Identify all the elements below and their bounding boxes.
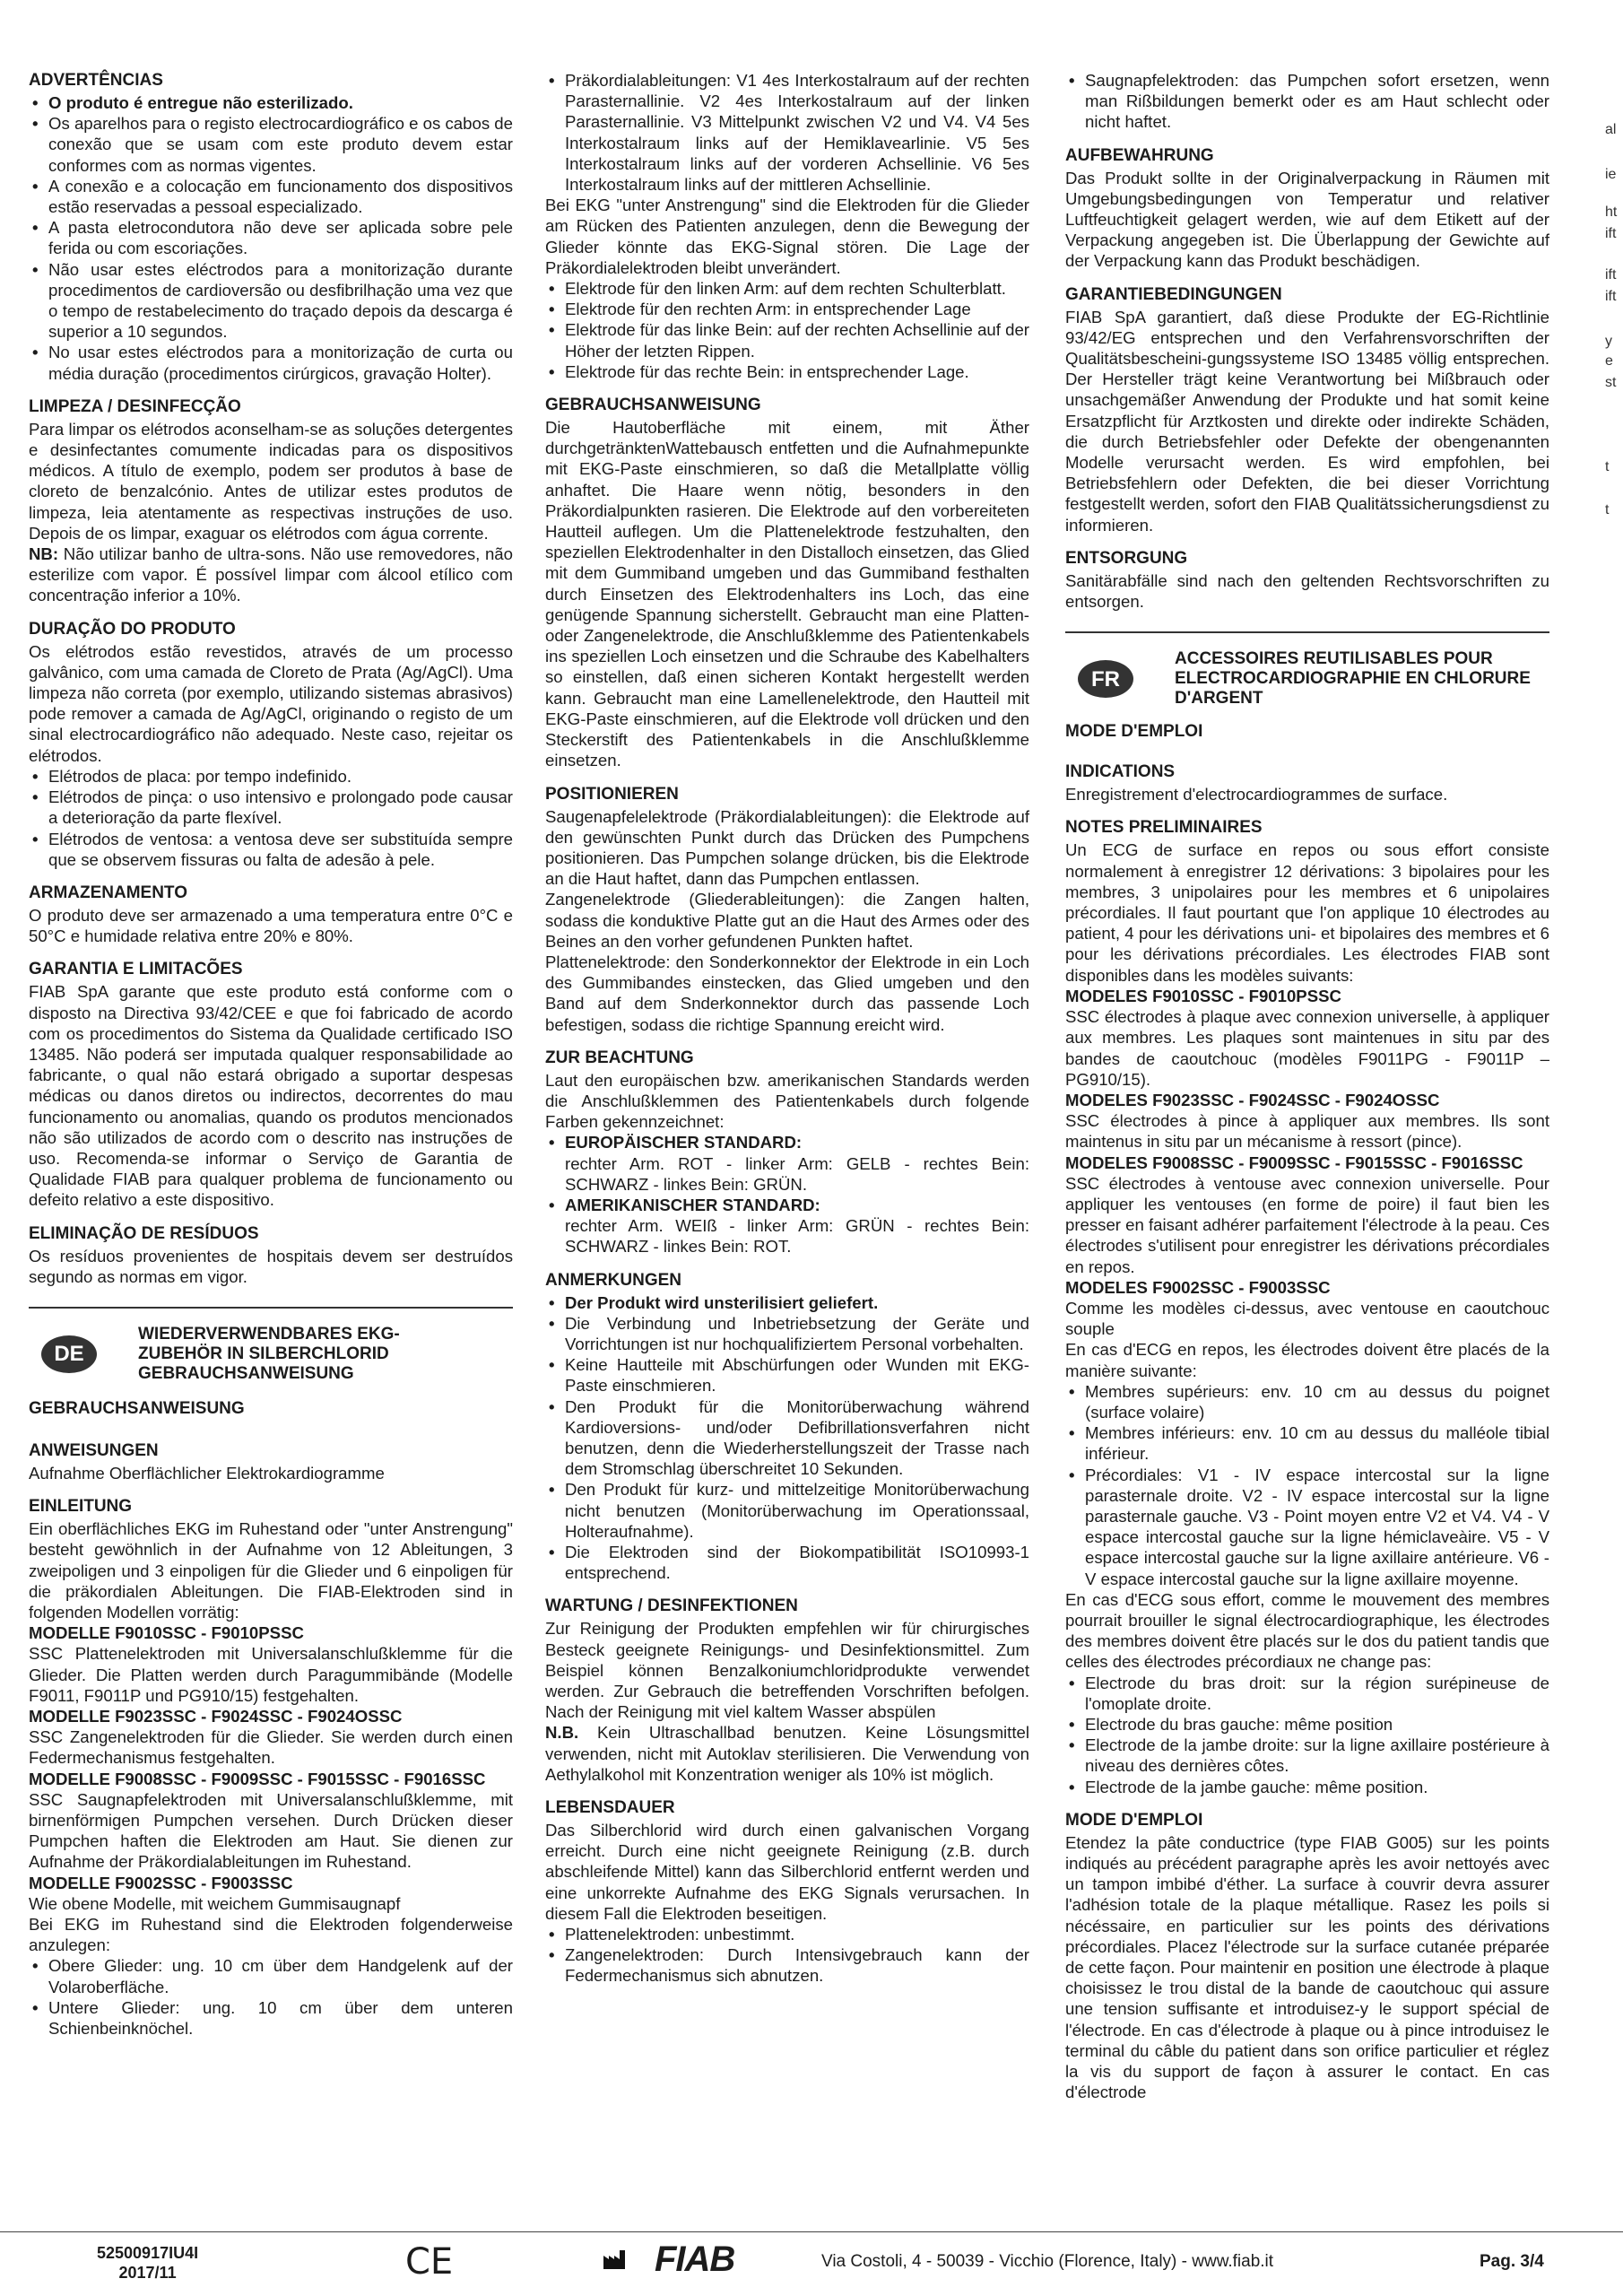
list-item: • AMERIKANISCHER STANDARD:: [565, 1195, 1029, 1215]
heading-positionieren: POSITIONIEREN: [545, 784, 679, 804]
edge-glyph: ift: [1605, 267, 1617, 283]
list-item: • Untere Glieder: ung. 10 cm über dem unteren Schienbeinknöchel.: [48, 1997, 513, 2039]
heading-gebrauchsanweisung-2: GEBRAUCHSANWEISUNG: [545, 396, 761, 415]
paragraph: Enregistrement d'electrocardiogrammes de surface.: [1065, 785, 1448, 804]
heading-wartung: WARTUNG / DESINFEKTIONEN: [545, 1596, 798, 1616]
advertencias-list: [29, 92, 513, 384]
heading-aufbewahrung: AUFBEWAHRUNG: [1065, 145, 1214, 165]
paragraph: O produto deve ser armazenado a uma temperatura entre 0°C e 50°C e humidade relativa entre 20% e 80%.: [29, 905, 513, 946]
heading-gebrauchsanweisung: GEBRAUCHSANWEISUNG: [29, 1398, 245, 1418]
list-item: • O produto é entregue não esterilizado.: [48, 92, 513, 113]
paragraph: Os resíduos provenientes de hospitais devem ser destruídos segundo as normas em vigor.: [29, 1246, 513, 1286]
heading-advertencias: ADVERTÊNCIAS: [29, 71, 163, 90]
list-item: • Saugnapfelektroden: das Pumpchen sofort ersetzen, wenn man Rißbildungen bemerkt oder es am Haut schlecht oder nicht haftet.: [1085, 70, 1549, 133]
nb-label: NB:: [29, 544, 59, 564]
standards-list-2: [545, 1195, 1029, 1215]
list-item: • Elektrode für den linken Arm: auf dem rechten Schulterblatt.: [565, 278, 1029, 299]
paragraph: Das Silberchlorid wird durch einen galvanischen Vorgang erreicht. Durch eine nicht geeignete Reinigung (z.B. durch abschleifende Mittel) kann das Silberchlorid entfernt werden und eine unkorrekte Aufnahme des EKG Signals verursachen. In diesem Fall die Elektroden beseitigen.: [545, 1821, 1029, 1923]
edge-glyph: ie: [1605, 167, 1617, 182]
heading-mode-emploi-2: MODE D'EMPLOI: [1065, 1810, 1203, 1830]
model-heading: MODELES F9010SSC - F9010PSSC: [1065, 986, 1341, 1005]
language-badge-de: DE: [41, 1335, 97, 1373]
paragraph: SSC électrodes à ventouse avec connexion universelle. Pour appliquer les ventouses (en forme de poire) il faut bien les presser en faisant adhérer parfaitement l'électrode à la peau. Ces électrodes s'utilisent pour enregistrer les dérivations précordiales en repos.: [1065, 1173, 1549, 1276]
anstrengung-list: [545, 278, 1029, 382]
paragraph: FIAB SpA garante que este produto está conforme com o disposto na Directiva 93/42/CEE e que foi fabricado de acordo com os procedimentos do Sistema da Qualidade certificado ISO 13485. Não poderá ser imputada qualquer responsabilidade ao fabricante, o qual não estará obrigado a suportar despesas médicas ou danos diretos ou indirectos, decorrentes do mau funcionamento ou anomalias, quando os produtos mencionados não são utilizados de acordo com o descrito nas instruções de uso. Recomenda-se informar o Serviço de Garantia de Qualidade FIAB para qualquer problema de funcionamento ou defeito relativo a este dispositivo.: [29, 982, 513, 1210]
column-2: [545, 70, 1029, 1987]
language-badge-fr: FR: [1078, 660, 1133, 698]
paragraph: rechter Arm. ROT - linker Arm: GELB - rechtes Bein: SCHWARZ - linkes Bein: GRÜN.: [565, 1153, 1029, 1194]
nb-text: Kein Ultraschallbad benutzen. Keine Lösungsmittel verwenden, nicht mit Autoklav sterilisieren. Die Verwendung von Aethylalkohol mit Konzentration weniger als 10% ist möglich.: [545, 1723, 1029, 1784]
model-heading: MODELES F9002SSC - F9003SSC: [1065, 1277, 1331, 1297]
paragraph: SSC Saugnapfelektroden mit Universalanschlußklemme, mit birnenförmigen Pumpchen versehen. Durch Drücken dieser Pumpchen haften die Elektroden am Haut. Sie dienen zur Aufnahme der Präkordialableitungen im Ruhestand.: [29, 1789, 513, 1872]
heading-zur-beachtung: ZUR BEACHTUNG: [545, 1048, 694, 1067]
paragraph: Bei EKG "unter Anstrengung" sind die Elektroden für die Glieder am Rücken des Patienten anzulegen, denn die Bewegung der Glieder könnte das EKG-Signal stören. Die Lage der Präkordialelektroden bleibt unverändert.: [545, 196, 1029, 277]
list-item: • Membres supérieurs: env. 10 cm au dessus du poignet (surface volaire): [1085, 1381, 1549, 1422]
manufacturer-address: Via Costoli, 4 - 50039 - Vicchio (Florence, Italy) - www.fiab.it: [821, 2252, 1274, 2271]
list-item: • Den Produkt für kurz- und mittelzeitige Monitorüberwachung nicht benutzen (Monitorüberwachung im Operationssaal, Holteraufnahme).: [565, 1479, 1029, 1542]
effort-list: [1065, 1673, 1549, 1797]
list-item: • Os aparelhos para o registo electrocardiográfico e os cabos de conexão que se usam com este produto devem estar conformes com as normas vigentes.: [48, 113, 513, 176]
ruhe-list: [29, 1955, 513, 2039]
heading-lebensdauer: LEBENSDAUER: [545, 1798, 675, 1818]
paragraph: Wie obene Modelle, mit weichem Gummisaugnapf: [29, 1893, 401, 1913]
paragraph: Zangenelektrode (Gliederableitungen): die Zangen halten, sodass die konduktive Platte gut an die Haut des Armes oder des Beines an den vorher gefundenen Punkten haftet.: [545, 890, 1029, 951]
list-item: • Electrode de la jambe droite: sur la ligne axillaire postérieure à niveau des dernières côtes.: [1085, 1735, 1549, 1776]
page-number: Pag. 3/4: [1480, 2252, 1544, 2271]
paragraph: Plattenelektrode: den Sonderkonnektor der Elektrode in ein Loch des Gummibandes einstecken, das Glied umgeben und den Band auf dem Snderkonnektor durch das passende Loch befestigen, sodass die richtige Spannung ereicht wird.: [545, 952, 1029, 1034]
column-3: [1065, 70, 1549, 2102]
edge-glyph: e: [1605, 353, 1613, 369]
banner-title-de: WIEDERVERWENDBARES EKG-ZUBEHÖR IN SILBERCHLORID GEBRAUCHSANWEISUNG: [138, 1324, 400, 1383]
list-item: • A conexão e a colocação em funcionamento dos dispositivos estão reservadas a pessoal especializado.: [48, 176, 513, 217]
fiab-logo: FIAB: [655, 2239, 735, 2279]
list-item: • Electrode de la jambe gauche: même position.: [1085, 1777, 1549, 1797]
document-code: 52500917IU4I: [97, 2244, 199, 2262]
model-heading: MODELLE F9010SSC - F9010PSSC: [29, 1623, 304, 1643]
list-item: • A pasta eletrocondutora não deve ser aplicada sobre pele ferida ou com escoriações.: [48, 217, 513, 258]
paragraph: SSC électrodes à pince à appliquer aux membres. Ils sont maintenus in situ par un mécanisme à ressort (pince).: [1065, 1111, 1549, 1152]
list-item: • Electrode du bras gauche: même position: [1085, 1714, 1549, 1735]
paragraph: SSC Zangenelektroden für die Glieder. Sie werden durch einen Federmechanismus festgehalten.: [29, 1727, 513, 1768]
heading-anmerkungen: ANMERKUNGEN: [545, 1270, 681, 1290]
paragraph: Ein oberflächliches EKG im Ruhestand oder "unter Anstrengung" besteht gewöhnlich in der Aufnahme von 12 Ableitungen, 3 zweipoligen und 3 einpoligen für die Glieder und 6 einpoligen für die präkordialen Ableitungen. Die FIAB-Elektroden sind in folgenden Modellen vorrätig:: [29, 1519, 513, 1622]
list-item: • Elétrodos de placa: por tempo indefinido.: [48, 766, 513, 787]
heading-garantiebedingungen: GARANTIEBEDINGUNGEN: [1065, 284, 1282, 304]
list-item: • Elektrode für den rechten Arm: in entsprechender Lage: [565, 299, 1029, 319]
heading-mode-emploi: MODE D'EMPLOI: [1065, 722, 1203, 742]
heading-limpeza: LIMPEZA / DESINFECÇÃO: [29, 396, 241, 416]
standards-list: [545, 1132, 1029, 1152]
edge-glyph: t: [1605, 459, 1610, 474]
repos-list: [1065, 1381, 1549, 1589]
edge-glyph: ift: [1605, 289, 1617, 304]
heading-armazenamento: ARMAZENAMENTO: [29, 883, 187, 902]
ce-mark: CE: [405, 2241, 454, 2283]
duracao-list: [29, 766, 513, 870]
model-heading: MODELLE F9023SSC - F9024SSC - F9024OSSC: [29, 1706, 403, 1726]
list-item: • Membres inférieurs: env. 10 cm au dessus du malléole tibial inférieur.: [1085, 1422, 1549, 1464]
revision-date: 2017/11: [118, 2264, 177, 2282]
list-item: • Não usar estes eléctrodos para a monitorização durante procedimentos de cardioversão ou desfibrilhação uma vez que o tempo de restabelecimento do traçado depois da descarga é superior a 10 segundos.: [48, 259, 513, 343]
heading-notes-preliminaires: NOTES PRELIMINAIRES: [1065, 818, 1263, 838]
heading-entsorgung: ENTSORGUNG: [1065, 548, 1188, 568]
list-item: • Präkordialableitungen: V1 4es Interkostalraum auf der rechten Parasternallinie. V2 4es Interkostalraum auf der linken Parasternallinie. V3 Mittelpunkt zwischen V2 und V4. V4 5es Interkostalraum links auf der Hemiklavearlinie. V5 5es Interkostalraum links auf der vorderen Achsellinie. V6 5es Interkostalraum links auf der mittleren Achsellinie.: [565, 70, 1029, 195]
nb-label: N.B.: [545, 1723, 579, 1743]
paragraph: Sanitärabfälle sind nach den geltenden Rechtsvorschriften zu entsorgen.: [1065, 570, 1549, 612]
heading-indications: INDICATIONS: [1065, 762, 1176, 782]
list-item: • Die Verbindung und Inbetriebsetzung der Geräte und Vorrichtungen ist nur hochqualifiziertem Personal vorbehalten.: [565, 1313, 1029, 1354]
paragraph: Zur Reinigung der Produkten empfehlen wir für chirurgisches Besteck geeignete Reinigungs- und Desinfektionsmittel. Zum Beispiel können Benzalkoniumchloridprodukte verwendet werden. Zur Gebrauch die betreffenden Vorschriften befolgen. Nach der Reinigung mit viel kaltem Wasser abspülen: [545, 1619, 1029, 1722]
paragraph-nb: [29, 544, 513, 606]
paragraph: Para limpar os elétrodos aconselham-se as soluções detergentes e desinfectantes comumente indicadas para os dispositivos médicos. A título de exemplo, podem ser produtos à base de cloreto de benzalcónio. Antes de utilizar estes produtos de limpeza, leia atentamente as respectivas instruções de uso. Depois de os limpar, exaguar os elétrodos com água corrente.: [29, 419, 513, 543]
list-item: • Elétrodos de ventosa: a ventosa deve ser substituída sempre que se observem fissuras ou falta de adesão à pele.: [48, 829, 513, 870]
list-item: • Die Elektroden sind der Biokompatibilität ISO10993-1 entsprechend.: [565, 1542, 1029, 1583]
nb-text: Não utilizar banho de ultra-sons. Não use removedores, não esterilize com vapor. É possível limpar com álcool etílico com concentração inferior a 10%.: [29, 544, 513, 605]
factory-icon: [603, 2248, 626, 2270]
paragraph: Comme les modèles ci-dessus, avec ventouse en caoutchouc souple: [1065, 1298, 1549, 1339]
paragraph: rechter Arm. WEIß - linker Arm: GRÜN - rechtes Bein: SCHWARZ - linkes Bein: ROT.: [565, 1216, 1029, 1257]
model-heading: MODELLE F9002SSC - F9003SSC: [29, 1873, 293, 1892]
paragraph: Un ECG de surface en repos ou sous effort consiste normalement à enregistrer 12 dérivations: 3 bipolaires pour les membres, 3 unipolaires pour les membres et 6 unipolaires précordiales. Il faut pourtant que l'on applique 10 électrodes au patient, 4 pour les dérivations uni- et bipolaires des membres et 6 pour les dérivations précordiales. Les électrodes FIAB sont disponibles dans les modèles suivants:: [1065, 840, 1549, 985]
paragraph-nb: [545, 1722, 1029, 1785]
model-heading: MODELES F9008SSC - F9009SSC - F9015SSC - F9016SSC: [1065, 1152, 1523, 1172]
saugnapf-list: [1065, 70, 1549, 133]
paragraph: En cas d'ECG en repos, les électrodes doivent être placés de la manière suivante:: [1065, 1340, 1549, 1380]
heading-eliminacao: ELIMINAÇÃO DE RESÍDUOS: [29, 1223, 259, 1243]
paragraph: Das Produkt sollte in der Originalverpackung in Räumen mit Umgebungsbedingungen von Temperatur und relativer Luftfeuchtigkeit gelagert werden, wie auf dem Etikett auf der Verpackung angegeben ist. Die Überlappung der Gewichte auf der Verpackung kann das Produkt beschädigen.: [1065, 168, 1549, 271]
list-item: • Zangenelektroden: Durch Intensivgebrauch kann der Federmechanismus sich abnutzen.: [565, 1944, 1029, 1986]
list-item: • Der Produkt wird unsterilisiert geliefert.: [565, 1292, 1029, 1313]
paragraph: Bei EKG im Ruhestand sind die Elektroden folgenderweise anzulegen:: [29, 1915, 513, 1955]
paragraph: Etendez la pâte conductrice (type FIAB G005) sur les points indiqués au précédent paragraphe après les avoir nettoyés avec un tampon imbibé d'éther. La surface à couvrir devra assurer l'adhésion totale de la plaque métallique. Rasez les poils si nécéssaire, en particulier sur les points des dérivations précordiales. Placez l'électrode sur la surface cutanée préparée de cette façon. Pour maintenir en position une électrode à plaque choisissez le trou distal de la bande de caoutchouc qui assure une tension suffisante et introduisez-y le support spécial de l'électrode. En cas d'électrode à plaque ou à pince introduisez le terminal du câble du patient dans son orifice particulier et réglez la vis du support de façon à assurer le contact. En cas d'électrode: [1065, 1832, 1549, 2102]
heading-garantia: GARANTIA E LIMITACÕES: [29, 960, 243, 979]
model-heading: MODELLE F9008SSC - F9009SSC - F9015SSC - F9016SSC: [29, 1769, 486, 1788]
page-footer: [0, 2231, 1623, 2286]
heading-einleitung: EINLEITUNG: [29, 1497, 133, 1517]
section-banner-fr: [1065, 631, 1549, 709]
list-item: • No usar estes eléctrodos para a monitorização de curta ou média duração (procedimentos cirúrgicos, gravação Holter).: [48, 342, 513, 383]
paragraph: SSC électrodes à plaque avec connexion universelle, à appliquer aux membres. Les plaques sont maintenues in situ par des bandes de caoutchouc (modèles F9011PG - F9011P – PG910/15).: [1065, 1007, 1549, 1089]
praekordial-list: [545, 70, 1029, 195]
list-item: • Elektrode für das rechte Bein: in entsprechender Lage.: [565, 361, 1029, 382]
heading-duracao: DURAÇÃO DO PRODUTO: [29, 619, 236, 639]
edge-glyph: ht: [1605, 204, 1618, 220]
paragraph: Saugenapfelelektrode (Präkordialableitungen): die Elektrode auf den gewünschten Punkt durch das Drücken des Pumpchens positionieren. Das Pumpchen solange drücken, bis die Elektrode an die Haut haftet, dann das Pumpchen entlassen.: [545, 806, 1029, 889]
list-item: • Electrode du bras droit: sur la région surépineuse de l'omoplate droite.: [1085, 1673, 1549, 1714]
section-banner-de: [29, 1307, 513, 1384]
edge-glyph: t: [1605, 502, 1610, 517]
paragraph: Aufnahme Oberflächlicher Elektrokardiogramme: [29, 1463, 385, 1483]
paragraph: SSC Plattenelektroden mit Universalanschlußklemme für die Glieder. Die Platten werden durch Paragummibände (Modelle F9011, F9011P und PG910/15) festgehalten.: [29, 1644, 513, 1705]
list-item: • Elétrodos de pinça: o uso intensivo e prolongado pode causar a deterioração da parte flexível.: [48, 787, 513, 828]
heading-anweisungen: ANWEISUNGEN: [29, 1440, 159, 1460]
column-1: [29, 70, 513, 2039]
paragraph: Laut den europäischen bzw. amerikanischen Standards werden die Anschlußklemmen des Patientenkabels durch folgende Farben gekennzeichnet:: [545, 1070, 1029, 1132]
paragraph: En cas d'ECG sous effort, comme le mouvement des membres pourrait brouiller le signal électrocardiographique, les électrodes des membres doivent être placés sur le dos du patient tandis que celles des électrodes précordiaux ne change pas:: [1065, 1589, 1549, 1672]
edge-glyph: al: [1605, 122, 1617, 137]
paragraph: Os elétrodos estão revestidos, através de um processo galvânico, com uma camada de Cloreto de Prata (Ag/AgCl). Uma limpeza não correta (por exemplo, utilizando sistemas abrasivos) pode remover a camada de Ag/AgCl, originando o registo de um sinal electrocardiográfico não adequado. Neste caso, rejeitar os elétrodos.: [29, 641, 513, 765]
document-code-block: [97, 2243, 198, 2283]
list-item: • Précordiales: V1 - IV espace intercostal sur la ligne parasternale droite. V2 - IV espace intercostal sur la ligne parasternale gauche. V3 - Point moyen entre V2 et V4. V4 - V espace intercostal gauche sur la ligne hémiclaveàire. V5 - V espace intercostal gauche sur la ligne axillaire antérieure. V6 - V espace intercostal gauche sur la ligne axillaire moyenne.: [1085, 1465, 1549, 1589]
lebensdauer-list: [545, 1924, 1029, 1987]
list-item: • Keine Hautteile mit Abschürfungen oder Wunden mit EKG-Paste einschmieren.: [565, 1354, 1029, 1396]
paragraph: FIAB SpA garantiert, daß diese Produkte der EG-Richtlinie 93/42/EG entsprechen und den Verfahrensvorschriften der Qualitätsbescheini-gungssysteme ISO 13485 völlig entsprechen. Der Hersteller trägt keine Verantwortung bei Mißbrauch oder unsachgemäßer Anwendung der Produkte und hat somit keine Ersatzpflicht für Arztkosten und direkte oder indirekte Schäden, die durch Betriebsfehler oder Defekte der obengenannten Modelle verursacht werden. Es wird empfohlen, bei Betriebsfehlern oder Defekten, die bei dieser Vorrichtung festgestellt werden, sofort den FIAB Qualitätssicherungsdienst zu informieren.: [1065, 307, 1549, 535]
edge-glyph: st: [1605, 375, 1617, 390]
paragraph: Die Hautoberfläche mit einem, mit Äther durchgetränktenWattebausch entfetten und die Aufnahmepunkte mit EKG-Paste einschmieren, so daß die Metallplatte völlig anhaftet. Die Haare wenn nötig, besonders in den Präkordialpunkten rasieren. Die Elektrode auf den vorbereiteten Hautteil auflegen. Um die Plattenelektrode festzuhalten, den speziellen Elektrodenhalter in den Distalloch einsetzen, das Glied mit dem Gummiband umgeben und das Gummiband festhalten durch Einsetzen des Elektrodenhalters ins Loch, das eine genügende Spannung sicherstellt. Gebraucht man eine Platten- oder Zangenelektrode, die Anschlußklemme des Patientenkabels ins speziellen Loch einsetzen und die Schraube des Kabelhalters so einstellen, daß einen sicheren Kontakt hergestellt werden kann. Gebraucht man eine Lamellenelektrode, den Hautteil mit EKG-Paste einschmieren, auf die Elektrode voll drücken und den Steckerstift des Patientenkabels in die Anschlußklemme einsetzen.: [545, 418, 1029, 770]
list-item: • Plattenelektroden: unbestimmt.: [565, 1924, 1029, 1944]
edge-glyph: y: [1605, 334, 1612, 349]
edge-glyph: ift: [1605, 226, 1617, 241]
list-item: • EUROPÄISCHER STANDARD:: [565, 1132, 1029, 1152]
list-item: • Elektrode für das linke Bein: auf der rechten Achsellinie auf der Höher der letzten Rippen.: [565, 319, 1029, 361]
banner-title-fr: ACCESSOIRES REUTILISABLES POUR ELECTROCARDIOGRAPHIE EN CHLORURE D'ARGENT: [1175, 649, 1531, 709]
model-heading: MODELES F9023SSC - F9024SSC - F9024OSSC: [1065, 1090, 1440, 1109]
list-item: • Obere Glieder: ung. 10 cm über dem Handgelenk auf der Volaroberfläche.: [48, 1955, 513, 1996]
list-item: • Den Produkt für die Monitorüberwachung während Kardioversions- und/oder Defibrillationsverfahren nicht benutzen, denn die Wiederherstellungszeit der Trasse nach dem Stromschlag überschreitet 10 Sekunden.: [565, 1396, 1029, 1480]
anmerkungen-list: [545, 1292, 1029, 1584]
